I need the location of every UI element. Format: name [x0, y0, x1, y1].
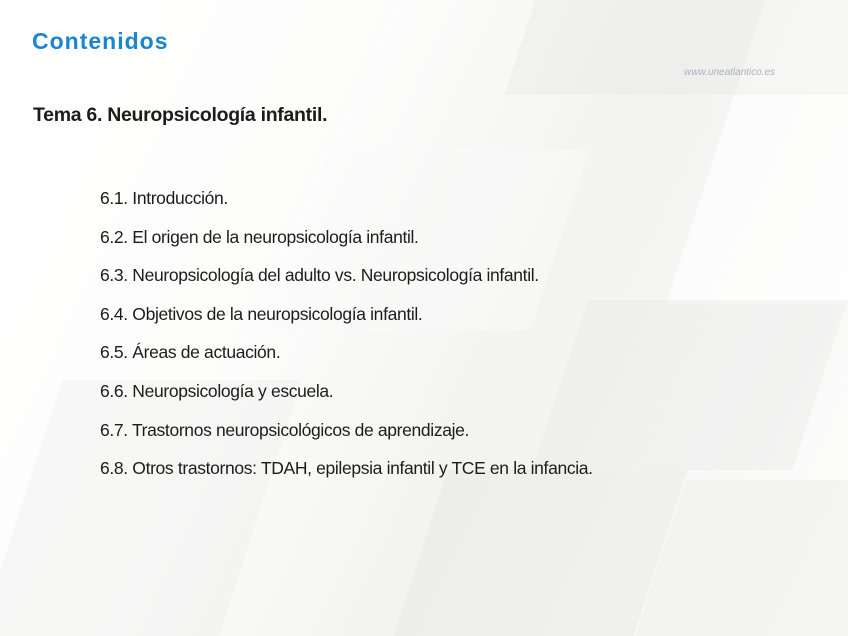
slide-heading: Contenidos	[32, 28, 169, 54]
toc-item: 6.1. Introducción.	[100, 188, 228, 208]
toc-item: 6.2. El origen de la neuropsicología infantil.	[100, 226, 419, 247]
background-tile	[666, 95, 848, 305]
toc-item: 6.6. Neuropsicología y escuela.	[100, 380, 334, 401]
table-of-contents	[100, 183, 593, 492]
website-url: www.uneatlantico.es	[684, 67, 776, 78]
toc-item: 6.3. Neuropsicología del adulto vs. Neuropsicología infantil.	[100, 265, 539, 286]
topic-title: Tema 6. Neuropsicología infantil.	[33, 104, 328, 126]
toc-item: 6.7. Trastornos neuropsicológicos de aprendizaje.	[100, 419, 470, 440]
toc-item: 6.4. Objetivos de la neuropsicología infantil.	[100, 303, 423, 324]
toc-item: 6.5. Áreas de actuación.	[100, 342, 281, 363]
background-tile	[505, 0, 766, 95]
toc-item: 6.8. Otros trastornos: TDAH, epilepsia infantil y TCE en la infancia.	[100, 458, 593, 479]
